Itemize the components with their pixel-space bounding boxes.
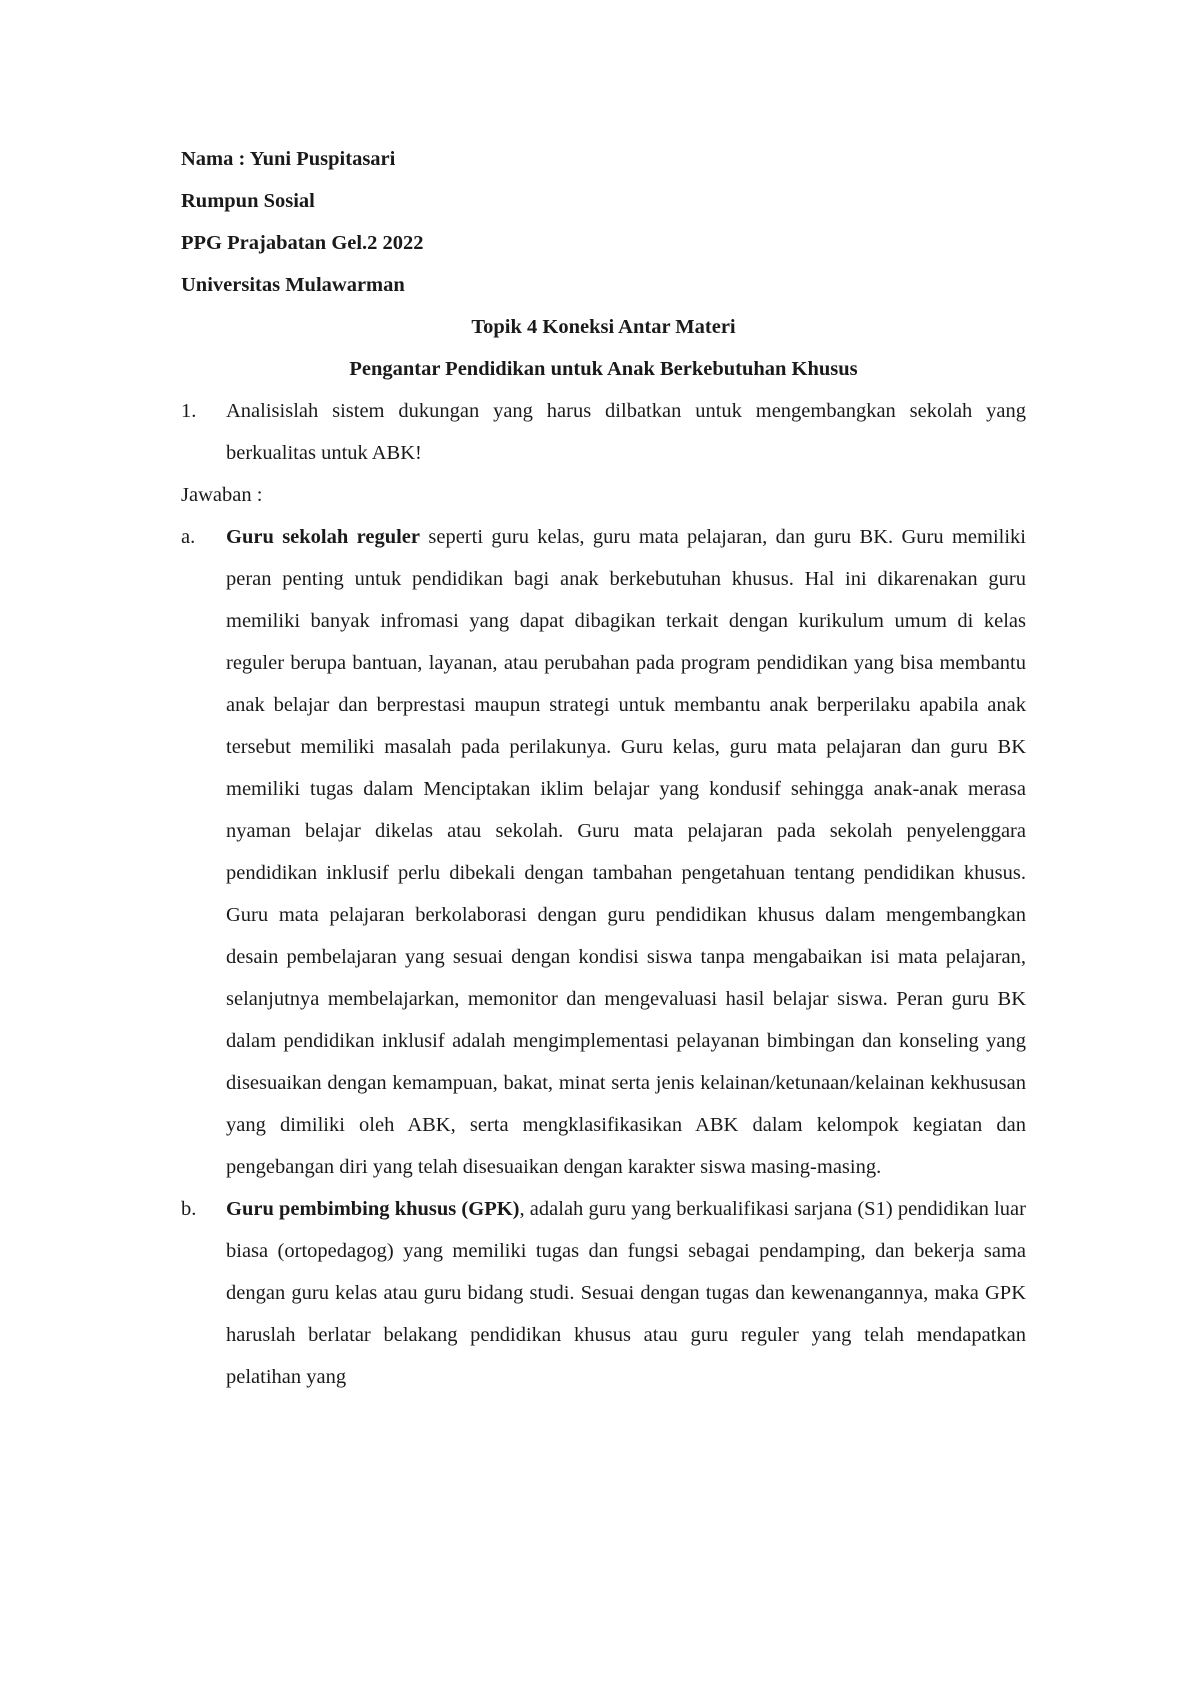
- item-marker: a.: [181, 526, 196, 548]
- answer-item-b: [181, 1188, 1026, 1398]
- question-1: [181, 390, 1026, 474]
- item-marker: b.: [181, 1198, 197, 1220]
- item-heading: Guru pembimbing khusus (GPK): [226, 1198, 520, 1220]
- document-content: [181, 138, 1026, 1398]
- question-number: 1.: [181, 400, 197, 422]
- item-text: seperti guru kelas, guru mata pelajaran, dan guru BK. Guru memiliki peran penting untuk pendidikan bagi anak berkebutuhan khusus. Hal ini dikarenakan guru memiliki banyak infromasi yang dapat dibagikan terkait dengan kurikulum umum di kelas reguler berupa bantuan, layanan, atau perubahan pada program pendidikan yang bisa membantu anak belajar dan berprestasi maupun strategi untuk membantu anak berperilaku apabila anak tersebut memiliki masalah pada perilakunya. Guru kelas, guru mata pelajaran dan guru BK memiliki tugas dalam Menciptakan iklim belajar yang kondusif sehingga anak-anak merasa nyaman belajar dikelas atau sekolah. Guru mata pelajaran pada sekolah penyelenggara pendidikan inklusif perlu dibekali dengan tambahan pengetahuan tentang pendidikan khusus. Guru mata pelajaran berkolaborasi dengan guru pendidikan khusus dalam mengembangkan desain pembelajaran yang sesuai dengan kondisi siswa tanpa mengabaikan isi mata pelajaran, selanjutnya membelajarkan, memonitor dan mengevaluasi hasil belajar siswa. Peran guru BK dalam pendidikan inklusif adalah mengimplementasi pelayanan bimbingan dan konseling yang disesuaikan dengan kemampuan, bakat, minat serta jenis kelainan/ketunaan/kelainan kekhususan yang dimiliki oleh ABK, serta mengklasifikasikan ABK dalam kelompok kegiatan dan pengebangan diri yang telah disesuaikan dengan karakter siswa masing-masing.: [226, 526, 1026, 1178]
- student-program: PPG Prajabatan Gel.2 2022: [181, 232, 424, 254]
- course-title: Pengantar Pendidikan untuk Anak Berkebutuhan Khusus: [349, 358, 858, 380]
- student-group: Rumpun Sosial: [181, 190, 315, 212]
- student-university: Universitas Mulawarman: [181, 274, 405, 296]
- item-heading: Guru sekolah reguler: [226, 526, 421, 548]
- student-name: Nama : Yuni Puspitasari: [181, 148, 396, 170]
- answer-item-a: [181, 516, 1026, 1188]
- topic-title: Topik 4 Koneksi Antar Materi: [471, 316, 736, 338]
- answer-label: Jawaban :: [181, 484, 263, 506]
- item-text: , adalah guru yang berkualifikasi sarjana (S1) pendidikan luar biasa (ortopedagog) yang memiliki tugas dan fungsi sebagai pendamping, dan bekerja sama dengan guru kelas atau guru bidang studi. Sesuai dengan tugas dan kewenangannya, maka GPK haruslah berlatar belakang pendidikan khusus atau guru reguler yang telah mendapatkan pelatihan yang: [226, 1198, 1026, 1388]
- question-text: Analisislah sistem dukungan yang harus dilbatkan untuk mengembangkan sekolah yang berkualitas untuk ABK!: [226, 400, 1026, 464]
